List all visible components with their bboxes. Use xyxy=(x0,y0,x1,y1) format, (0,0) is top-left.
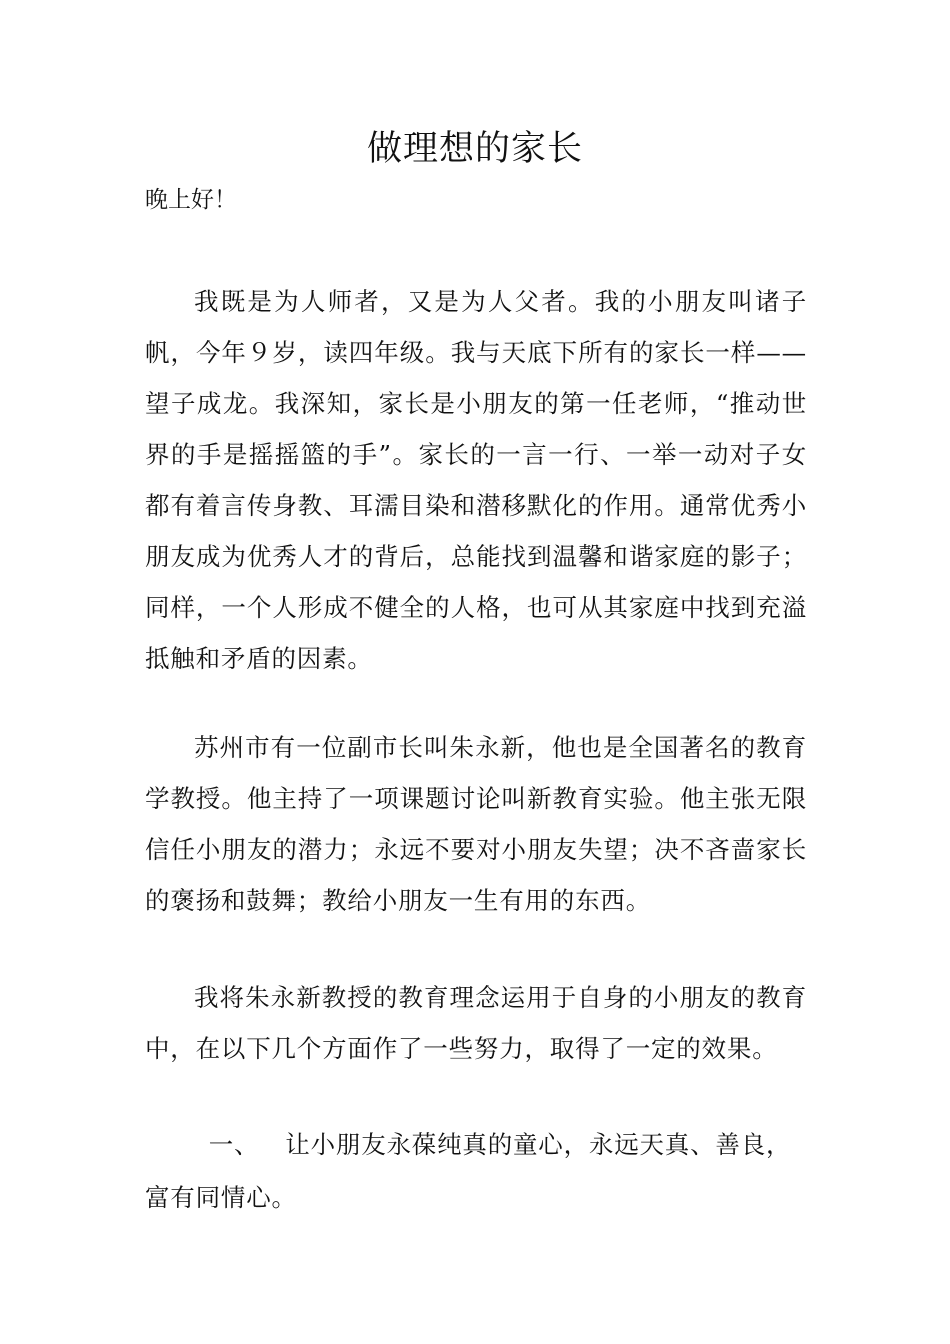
section-one-number: 一、 xyxy=(208,1130,260,1159)
paragraph-zhu-yongxin: 苏州市有一位副市长叫朱永新，他也是全国著名的教育学教授。他主持了一项课题讨论叫新教育实验。他主张无限信任小朋友的潜力；永远不要对小朋友失望；决不吝啬家长的褒扬和鼓舞；教给小朋友一生有用的东西。 xyxy=(145,733,807,915)
section-one-heading xyxy=(145,1118,807,1224)
paragraph-intro: 我既是为人师者，又是为人父者。我的小朋友叫诸子帆，今年９岁，读四年级。我与天底下所有的家长一样——望子成龙。我深知，家长是小朋友的第一任老师，“推动世界的手是摇摇篮的手”。家长的一言一行、一举一动对子女都有着言传身教、耳濡目染和潜移默化的作用。通常优秀小朋友成为优秀人才的背后，总能找到温馨和谐家庭的影子；同样，一个人形成不健全的人格，也可从其家庭中找到充溢抵触和矛盾的因素。 xyxy=(145,287,807,673)
document-title: 做理想的家长 xyxy=(366,129,583,169)
section-one-text: 让小朋友永葆纯真的童心，永远天真、善良，富有同情心。 xyxy=(145,1130,792,1212)
greeting-text: 晚上好！ xyxy=(145,187,237,213)
paragraph-application: 我将朱永新教授的教育理念运用于自身的小朋友的教育中，在以下几个方面作了一些努力，取得了一定的效果。 xyxy=(145,983,807,1063)
